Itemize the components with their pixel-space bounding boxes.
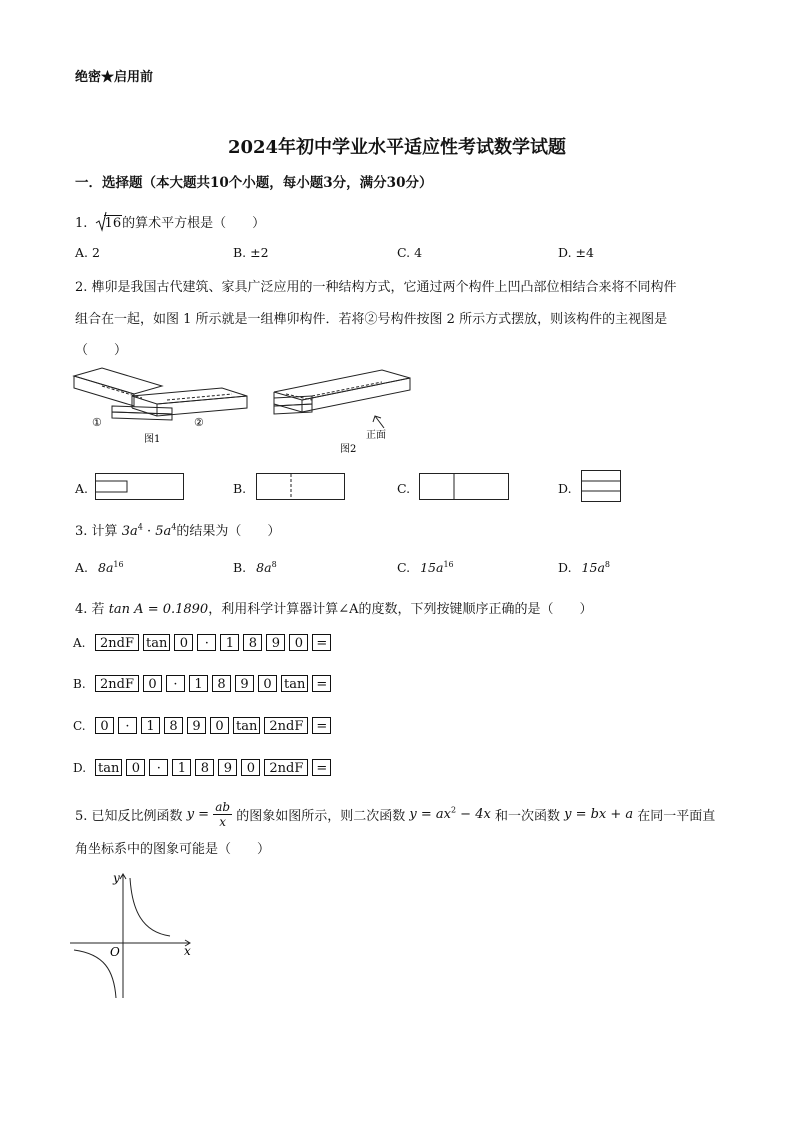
fig1-label-1: ① — [92, 416, 102, 429]
calculator-key: tan — [233, 717, 260, 734]
calculator-key: = — [312, 675, 331, 692]
q4-option-a[interactable] — [73, 632, 335, 652]
calculator-key: tan — [281, 675, 308, 692]
calculator-key: · — [118, 717, 137, 734]
q2-stem-line-2: 组合在一起，如图 1 所示就是一组榫卯构件．若将②号构件按图 2 所示方式摆放，则该构件的主视图是 — [75, 312, 668, 327]
q5-fraction-numerator: ab — [215, 800, 231, 814]
q2-option-a-label[interactable]: A. — [75, 481, 89, 496]
q3-option-d[interactable] — [558, 560, 610, 575]
calculator-key: 0 — [258, 675, 277, 692]
q1-option-d[interactable]: D. ±4 — [558, 245, 594, 260]
question-4 — [75, 598, 592, 617]
q1-radicand: 16 — [104, 216, 122, 231]
calculator-key: 8 — [212, 675, 231, 692]
q2-option-c-view[interactable] — [419, 473, 511, 501]
q5-func1-lhs: y = — [186, 807, 210, 822]
q4-option-label: A. — [73, 635, 86, 650]
calculator-key: · — [166, 675, 185, 692]
radical-sign-icon — [96, 212, 106, 232]
calculator-key: 0 — [126, 759, 145, 776]
q4-option-c[interactable] — [73, 715, 335, 735]
calculator-key: 1 — [172, 759, 191, 776]
q3-exp-2: 4 — [171, 522, 177, 532]
figure-1-joint — [72, 366, 252, 446]
calculator-key: 9 — [218, 759, 237, 776]
calculator-key: 9 — [235, 675, 254, 692]
q5-func2-tail: − 4x — [456, 807, 491, 822]
calculator-key: 2ndF — [264, 759, 308, 776]
q5-stem-line-2: 角坐标系中的图象可能是（ ） — [75, 842, 271, 857]
q1-radical — [96, 216, 123, 231]
calculator-key: = — [312, 634, 331, 651]
calculator-key: 1 — [189, 675, 208, 692]
q5-mid-1: 的图象如图所示，则二次函数 — [236, 809, 406, 824]
q5-func3: y = bx + a — [564, 807, 634, 822]
secret-label: 绝密★启用前 — [75, 70, 154, 85]
q1-option-a[interactable]: A. 2 — [75, 245, 100, 260]
calculator-key: 8 — [243, 634, 262, 651]
q3-option-a-exp: 16 — [113, 560, 124, 569]
fig2-caption: 图2 — [340, 444, 357, 455]
q5-y-axis-label: y — [113, 871, 120, 885]
q4-option-b[interactable] — [73, 673, 335, 693]
calculator-key: 0 — [241, 759, 260, 776]
q3-option-c-exp: 16 — [443, 560, 454, 569]
q3-option-b[interactable] — [233, 560, 277, 575]
q5-func2-exp: 2 — [450, 805, 457, 815]
q4-suffix: ，利用科学计算器计算∠A的度数，下列按键顺序正确的是（ ） — [208, 602, 593, 617]
q3-dot: · — [146, 524, 152, 539]
q4-option-d[interactable] — [73, 757, 335, 777]
calculator-key: 1 — [141, 717, 160, 734]
q5-mid-2: 和一次函数 — [494, 809, 560, 824]
q5-post: 在同一平面直 — [637, 809, 716, 824]
q2-option-b-view[interactable] — [256, 473, 346, 501]
q3-option-b-exp: 8 — [271, 560, 277, 569]
q5-stem-line-1 — [75, 800, 715, 834]
q1-option-c[interactable]: C. 4 — [397, 245, 423, 260]
q4-option-label: D. — [73, 760, 87, 775]
q2-stem-line-3: （ ） — [75, 343, 128, 358]
fig1-label-2: ② — [194, 416, 204, 429]
q1-number: 1. — [75, 216, 88, 231]
q3-option-d-label: D. — [558, 560, 572, 576]
section-heading: 一．选择题（本大题共10个小题，每小题3分，满分30分） — [75, 175, 433, 191]
q4-option-label: C. — [73, 718, 86, 733]
q3-option-a-coef: 8a — [98, 560, 114, 576]
calculator-key: 9 — [266, 634, 285, 651]
q1-stem: 的算术平方根是（ ） — [122, 216, 266, 231]
calculator-key: 2ndF — [95, 675, 139, 692]
page-title: 2024年初中学业水平适应性考试数学试题 — [227, 137, 567, 158]
q4-prefix: 4. 若 — [75, 602, 105, 617]
q3-prefix: 3. 计算 — [75, 524, 118, 539]
q3-option-d-coef: 15a — [581, 560, 605, 576]
calculator-key: · — [149, 759, 168, 776]
calculator-key: 8 — [164, 717, 183, 734]
q3-exp-1: 4 — [137, 522, 143, 532]
q2-option-a-view[interactable] — [95, 473, 185, 501]
q3-option-d-exp: 8 — [604, 560, 610, 569]
q5-fraction — [213, 800, 232, 829]
q5-x-axis-label: x — [184, 944, 191, 958]
q3-option-a-label: A. — [75, 560, 89, 576]
q3-term-b: 5a — [155, 524, 172, 539]
calculator-key: 1 — [220, 634, 239, 651]
q2-option-b-label[interactable]: B. — [233, 481, 247, 496]
calculator-key: 2ndF — [264, 717, 308, 734]
calculator-key: 9 — [187, 717, 206, 734]
q3-option-b-coef: 8a — [256, 560, 272, 576]
q2-option-c-label[interactable]: C. — [397, 481, 411, 496]
q3-option-a[interactable] — [75, 560, 124, 575]
question-1 — [75, 212, 265, 231]
q5-inverse-function-graph — [70, 870, 200, 1000]
calculator-key: 0 — [174, 634, 193, 651]
q2-option-d-view[interactable] — [581, 470, 623, 504]
q2-stem-line-1: 2. 榫卯是我国古代建筑、家具广泛应用的一种结构方式，它通过两个构件上凹凸部位相结合来将不同构件 — [75, 280, 677, 295]
q3-option-b-label: B. — [233, 560, 247, 576]
q5-prefix: 5. 已知反比例函数 — [75, 809, 183, 824]
calculator-key: = — [312, 717, 331, 734]
calculator-key: 0 — [95, 717, 114, 734]
question-3 — [75, 520, 280, 539]
calculator-key: 0 — [210, 717, 229, 734]
calculator-key: · — [197, 634, 216, 651]
calculator-key: = — [312, 759, 331, 776]
calculator-key: 0 — [143, 675, 162, 692]
q3-suffix: 的结果为（ ） — [176, 524, 281, 539]
q5-fraction-denominator: x — [219, 815, 227, 829]
q3-term-a: 3a — [121, 524, 138, 539]
calculator-key: 2ndF — [95, 634, 139, 651]
calculator-key: tan — [143, 634, 170, 651]
fig2-front-label: 正面 — [366, 430, 386, 441]
q2-option-d-label[interactable]: D. — [558, 481, 572, 496]
q5-origin-label: O — [110, 945, 120, 959]
q1-option-b[interactable]: B. ±2 — [233, 245, 269, 260]
figure-2-piece — [272, 364, 422, 454]
calculator-key: 8 — [195, 759, 214, 776]
q3-option-c[interactable] — [397, 560, 454, 575]
q4-expression: tan A = 0.1890 — [108, 602, 209, 617]
q3-option-c-coef: 15a — [420, 560, 444, 576]
q3-option-c-label: C. — [397, 560, 411, 576]
calculator-key: tan — [95, 759, 122, 776]
q5-func2: y = ax — [409, 807, 451, 822]
fig1-caption: 图1 — [144, 434, 161, 445]
calculator-key: 0 — [289, 634, 308, 651]
q4-option-label: B. — [73, 676, 86, 691]
